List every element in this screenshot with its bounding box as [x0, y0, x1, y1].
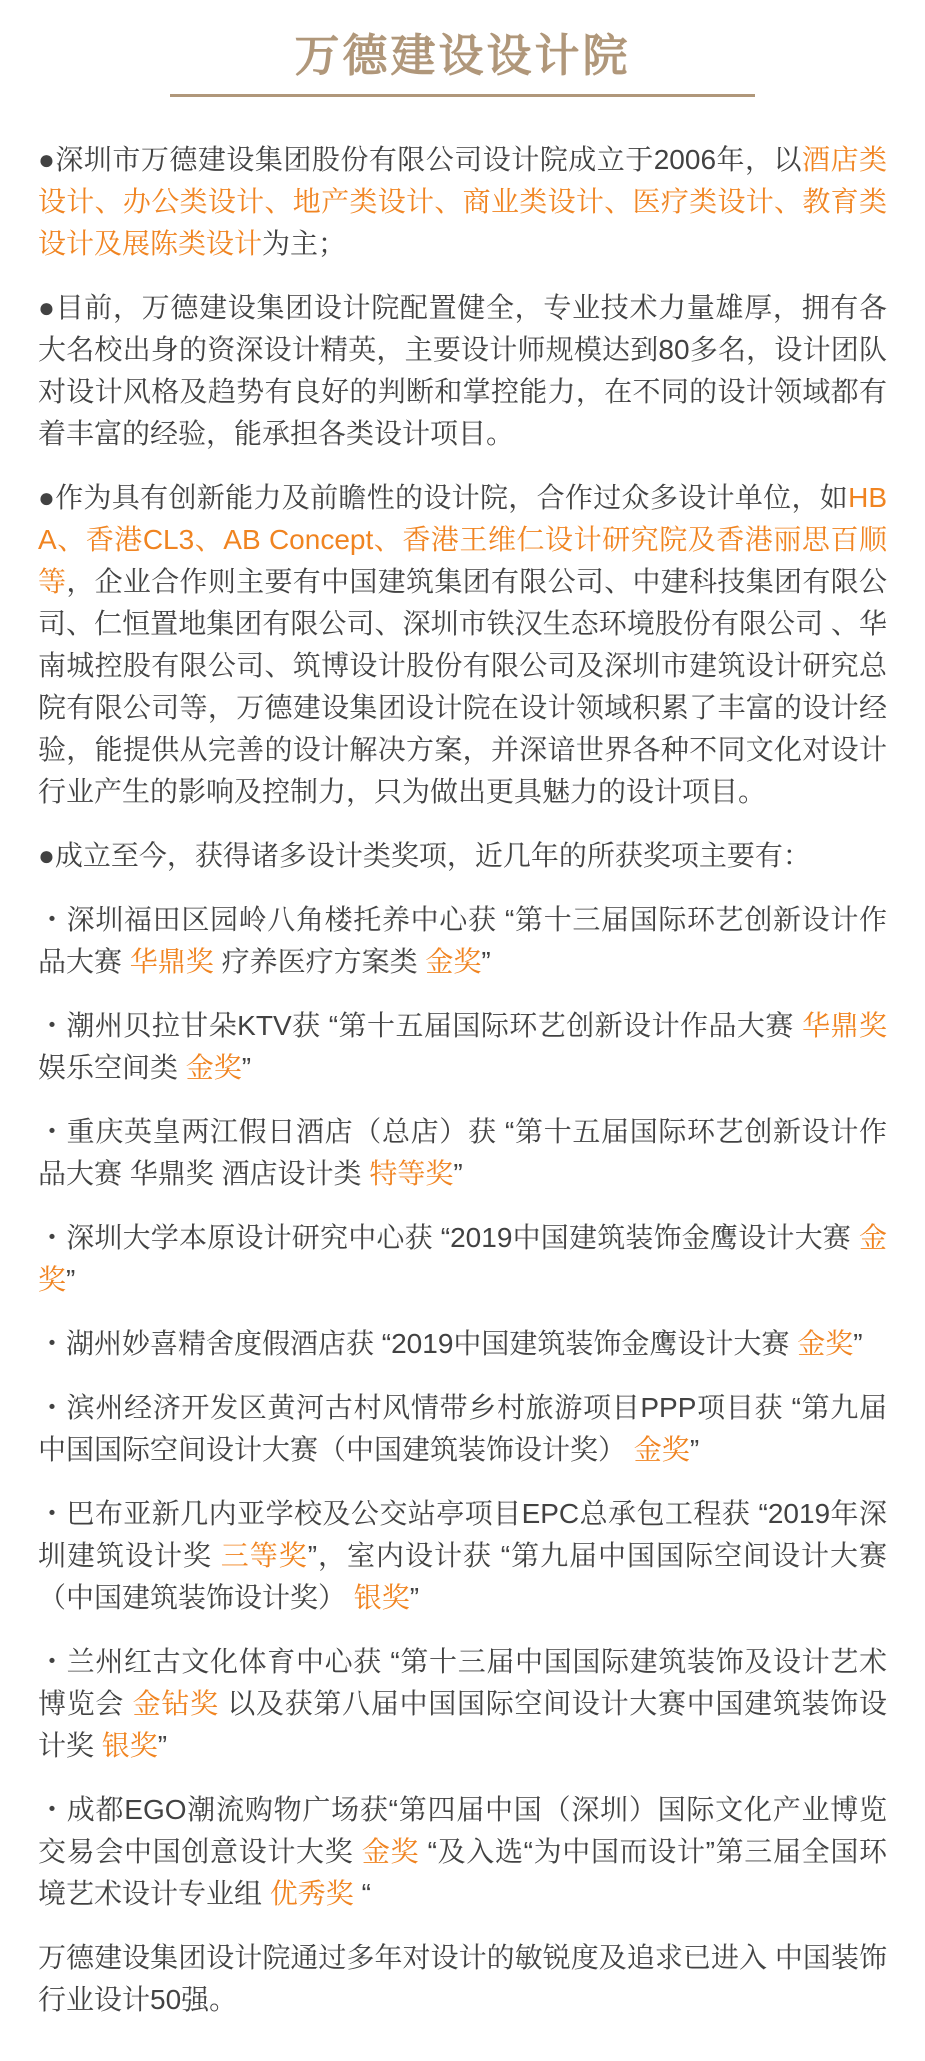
article-body [38, 139, 887, 2021]
highlight-text: 金钻奖 [132, 1687, 219, 1719]
highlight-text: 银奖 [101, 1729, 158, 1761]
highlight-text: 金奖 [797, 1327, 854, 1359]
page-title: 万德建设设计院 [294, 30, 631, 81]
highlight-text: 金奖 [425, 945, 482, 977]
text-segment: ・湖州妙喜精舍度假酒店获 “2019中国建筑装饰金鹰设计大赛 [38, 1327, 798, 1359]
text-segment: ” [689, 1433, 700, 1465]
text-segment: 万德建设集团设计院通过多年对设计的敏锐度及追求已进入 中国装饰行业设计50强。 [38, 1941, 887, 2015]
highlight-text: 金奖 [38, 1221, 887, 1295]
highlight-text: 银奖 [353, 1581, 410, 1613]
highlight-text: 金奖 [633, 1433, 690, 1465]
list-item-award-papua-epc [38, 1493, 887, 1619]
highlight-text: 金奖 [185, 1051, 242, 1083]
text-segment: “ [353, 1877, 371, 1909]
highlight-text: HBA、香港CL3、AB Concept、香港王维仁设计研究院及香港丽思百顺等 [38, 481, 887, 597]
highlight-text: 优秀奖 [269, 1877, 354, 1909]
text-segment: 疗养医疗方案类 [213, 945, 426, 977]
list-item-award-lanzhou-sports-center [38, 1641, 887, 1767]
text-segment: ●作为具有创新能力及前瞻性的设计院，合作过众多设计单位，如 [38, 481, 849, 513]
list-item-award-binzhou-ppp [38, 1387, 887, 1471]
list-item-award-chengdu-ego [38, 1789, 887, 1915]
highlight-text: 华鼎奖 [129, 945, 214, 977]
text-segment: ” [409, 1581, 420, 1613]
text-segment: ”，室内设计获 “第九届中国国际空间设计大赛（中国建筑装饰设计奖） [38, 1539, 887, 1613]
highlight-text: 特等奖 [369, 1157, 454, 1189]
text-segment: ・深圳福田区园岭八角楼托养中心获 “第十三届国际环艺创新设计作品大赛 [38, 903, 887, 977]
text-segment: ” [481, 945, 491, 977]
text-segment: 为主； [262, 227, 347, 259]
title-divider [170, 94, 755, 97]
plain-paragraph-closing-top50 [38, 1937, 887, 2021]
highlight-text: 酒店类设计、办公类设计、地产类设计、商业类设计、医疗类设计、教育类设计及展陈类设计 [38, 143, 887, 259]
bullet-paragraph-intro-founding [38, 139, 887, 265]
text-segment: ●成立至今，获得诸多设计类奖项，近几年的所获奖项主要有： [38, 839, 811, 871]
text-segment: 以及获第八届中国国际空间设计大赛中国建筑装饰设计奖 [38, 1687, 887, 1761]
text-segment: ” [241, 1051, 252, 1083]
page-header [38, 30, 887, 97]
highlight-text: 华鼎奖 [802, 1009, 887, 1041]
highlight-text: 金奖 [361, 1835, 420, 1867]
bullet-paragraph-cooperation [38, 477, 887, 813]
text-segment: ” [453, 1157, 463, 1189]
text-segment: ●目前，万德建设集团设计院配置健全，专业技术力量雄厚，拥有各大名校出身的资深设计精英，主要设计师规模达到80多名，设计团队对设计风格及趋势有良好的判断和掌控能力，在不同的设计领域都有着丰富的经验，能承担各类设计项目。 [38, 291, 887, 449]
text-segment: ●深圳市万德建设集团股份有限公司设计院成立于2006年，以 [38, 143, 802, 175]
list-item-award-huzhou-resort [38, 1323, 887, 1365]
text-segment: ・重庆英皇两江假日酒店（总店）获 “第十五届国际环艺创新设计作品大赛 华鼎奖 酒店设计类 [38, 1115, 887, 1189]
list-item-award-chongqing-hotel [38, 1111, 887, 1195]
text-segment: ・巴布亚新几内亚学校及公交站亭项目EPC总承包工程获 “2019年深圳建筑设计奖 [38, 1497, 887, 1571]
list-item-award-yuanling-bajiaolou [38, 899, 887, 983]
text-segment: ・兰州红古文化体育中心获 “第十三届中国国际建筑装饰及设计艺术博览会 [38, 1645, 887, 1719]
list-item-award-chaozhou-ktv [38, 1005, 887, 1089]
text-segment: ” [853, 1327, 863, 1359]
text-segment: ” [66, 1263, 76, 1295]
text-segment: ・深圳大学本原设计研究中心获 “2019中国建筑装饰金鹰设计大赛 [38, 1221, 859, 1253]
text-segment: ・潮州贝拉甘朵KTV获 “第十五届国际环艺创新设计作品大赛 [38, 1009, 803, 1041]
bullet-paragraph-team-strength [38, 287, 887, 455]
text-segment: “及入选“为中国而设计”第三届全国环境艺术设计专业组 [38, 1835, 887, 1909]
text-segment: ” [157, 1729, 168, 1761]
list-item-award-shenzhen-university [38, 1217, 887, 1301]
text-segment: 娱乐空间类 [38, 1051, 186, 1083]
bullet-paragraph-awards-lead-in [38, 835, 887, 877]
highlight-text: 三等奖 [220, 1539, 308, 1571]
text-segment: ・滨州经济开发区黄河古村风情带乡村旅游项目PPP项目获 “第九届中国国际空间设计大赛（中国建筑装饰设计奖） [38, 1391, 887, 1465]
text-segment: ・成都EGO潮流购物广场获“第四届中国（深圳）国际文化产业博览交易会中国创意设计大奖 [38, 1793, 887, 1867]
text-segment: ，企业合作则主要有中国建筑集团有限公司、中建科技集团有限公司、仁恒置地集团有限公司、深圳市铁汉生态环境股份有限公司 、华南城控股有限公司、筑博设计股份有限公司及深圳市建筑设计研究总院有限公司等，万德建设集团设计院在设计领域积累了丰富的设计经验，能提供从完善的设计解决方案，并深谙世界各种不同文化对设计行业产生的影响及控制力，只为做出更具魅力的设计项目。 [38, 565, 887, 807]
